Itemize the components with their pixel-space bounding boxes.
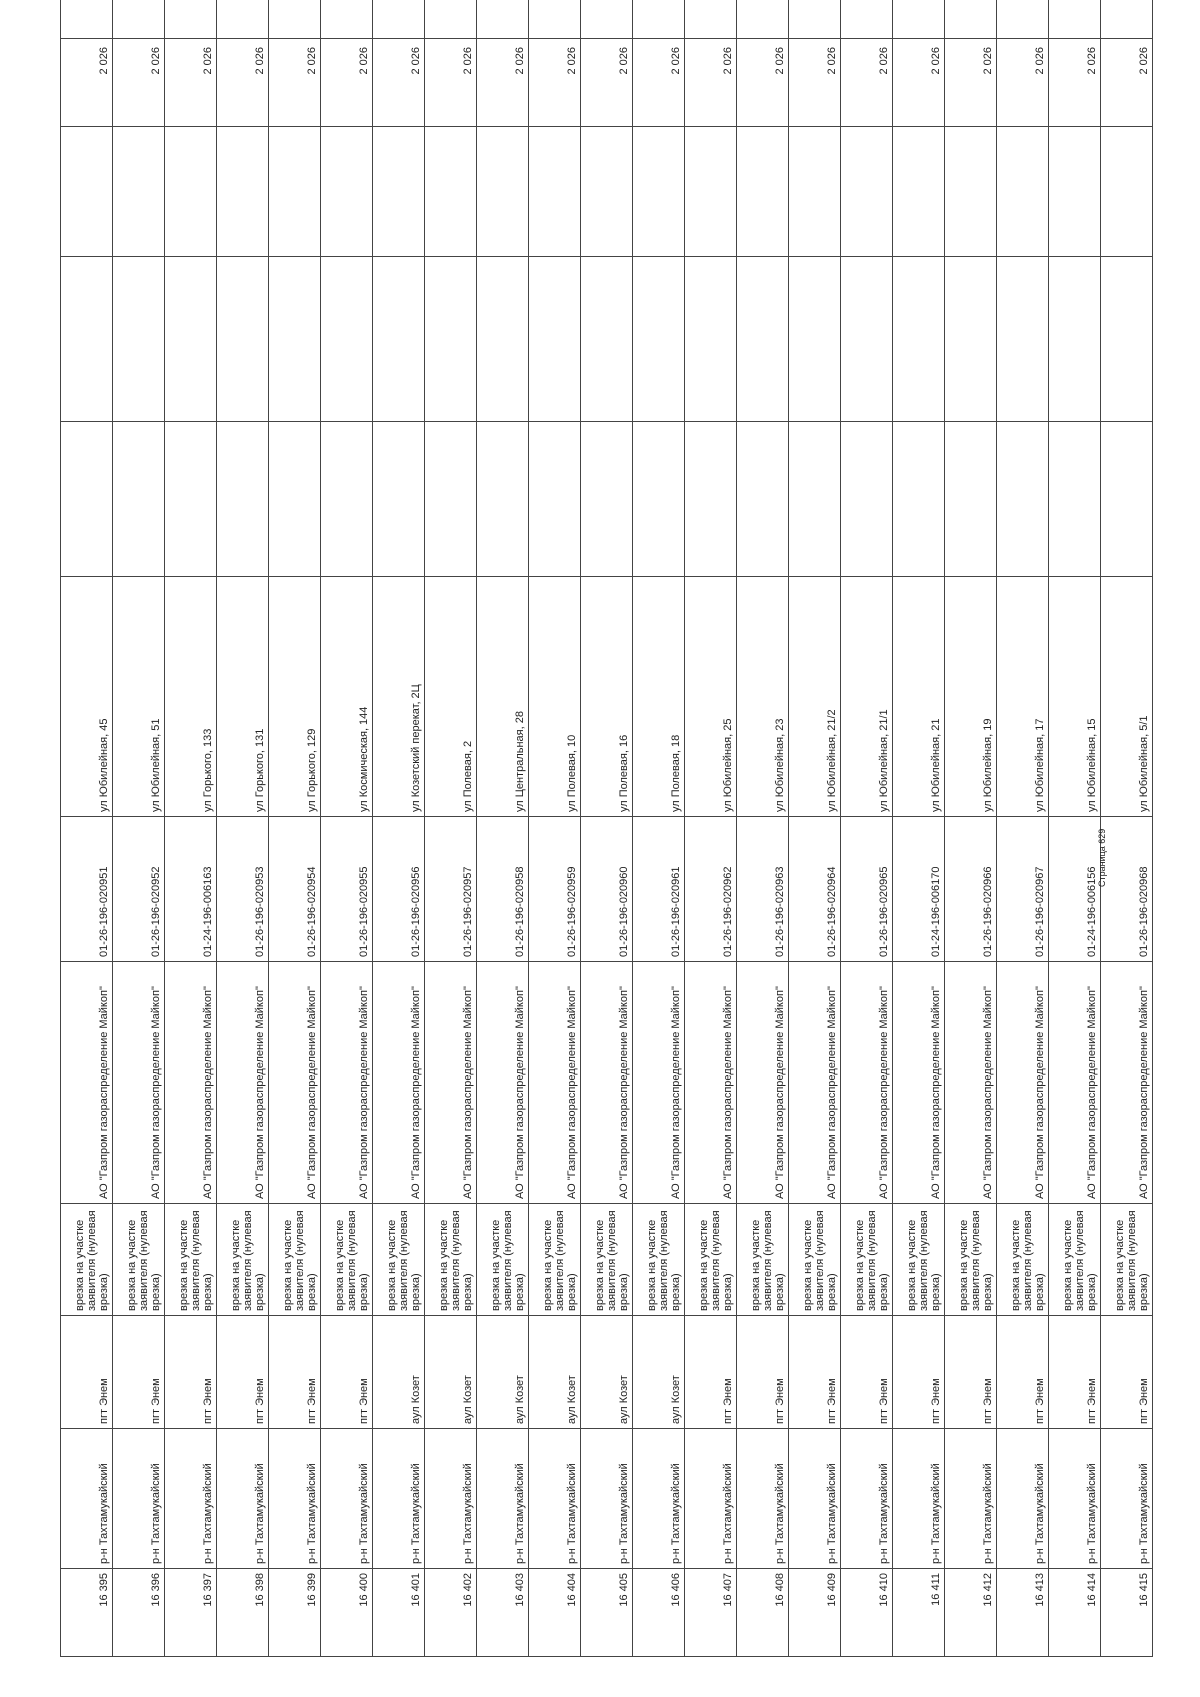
cell-empty bbox=[269, 422, 321, 577]
cell-work-type: врезка на участке заявителя (нулевая врезка) bbox=[321, 1204, 373, 1316]
cell-address: ул Юбилейная, 25 bbox=[685, 577, 737, 817]
cell-organization: АО "Газпром газораспределение Майкоп" bbox=[529, 962, 581, 1204]
cell-code: 01-26-196-020962 bbox=[685, 817, 737, 962]
cell-settlement: пгт Энем bbox=[685, 1316, 737, 1429]
table-row bbox=[1101, 0, 1153, 1657]
cell-organization: АО "Газпром газораспределение Майкоп" bbox=[789, 962, 841, 1204]
table-row bbox=[997, 0, 1049, 1657]
cell-district: р-н Тахтамукайский bbox=[113, 1429, 165, 1569]
cell-empty bbox=[425, 127, 477, 257]
cell-work-type: врезка на участке заявителя (нулевая врезка) bbox=[477, 1204, 529, 1316]
cell-month bbox=[61, 0, 113, 39]
cell-number: 16 415 bbox=[1101, 1569, 1153, 1657]
cell-organization: АО "Газпром газораспределение Майкоп" bbox=[581, 962, 633, 1204]
cell-organization: АО "Газпром газораспределение Майкоп" bbox=[1101, 962, 1153, 1204]
cell-number: 16 395 bbox=[61, 1569, 113, 1657]
cell-address: ул Полевая, 18 bbox=[633, 577, 685, 817]
cell-year: 2 026 bbox=[997, 39, 1049, 127]
cell-empty bbox=[529, 257, 581, 422]
cell-address: ул Центральная, 28 bbox=[477, 577, 529, 817]
cell-month bbox=[945, 0, 997, 39]
cell-district: р-н Тахтамукайский bbox=[165, 1429, 217, 1569]
cell-code: 01-26-196-020951 bbox=[61, 817, 113, 962]
cell-organization: АО "Газпром газораспределение Майкоп" bbox=[61, 962, 113, 1204]
cell-empty bbox=[1101, 422, 1153, 577]
cell-settlement: пгт Энем bbox=[113, 1316, 165, 1429]
cell-empty bbox=[581, 422, 633, 577]
cell-district: р-н Тахтамукайский bbox=[737, 1429, 789, 1569]
cell-code: 01-26-196-020953 bbox=[217, 817, 269, 962]
cell-number: 16 396 bbox=[113, 1569, 165, 1657]
cell-empty bbox=[841, 257, 893, 422]
cell-settlement: пгт Энем bbox=[61, 1316, 113, 1429]
cell-month bbox=[633, 0, 685, 39]
cell-empty bbox=[1049, 127, 1101, 257]
cell-empty bbox=[1101, 257, 1153, 422]
cell-address: ул Юбилейная, 21/1 bbox=[841, 577, 893, 817]
cell-district: р-н Тахтамукайский bbox=[789, 1429, 841, 1569]
cell-empty bbox=[997, 257, 1049, 422]
cell-number: 16 400 bbox=[321, 1569, 373, 1657]
cell-organization: АО "Газпром газораспределение Майкоп" bbox=[321, 962, 373, 1204]
cell-address: ул Полевая, 10 bbox=[529, 577, 581, 817]
cell-district: р-н Тахтамукайский bbox=[425, 1429, 477, 1569]
cell-district: р-н Тахтамукайский bbox=[997, 1429, 1049, 1569]
cell-district: р-н Тахтамукайский bbox=[529, 1429, 581, 1569]
cell-settlement: аул Козет bbox=[633, 1316, 685, 1429]
cell-address: ул Юбилейная, 17 bbox=[997, 577, 1049, 817]
cell-empty bbox=[321, 422, 373, 577]
cell-empty bbox=[477, 422, 529, 577]
cell-empty bbox=[789, 257, 841, 422]
cell-code: 01-26-196-020957 bbox=[425, 817, 477, 962]
cell-settlement: пгт Энем bbox=[165, 1316, 217, 1429]
cell-district: р-н Тахтамукайский bbox=[269, 1429, 321, 1569]
cell-code: 01-26-196-020961 bbox=[633, 817, 685, 962]
cell-year: 2 026 bbox=[321, 39, 373, 127]
cell-code: 01-26-196-020959 bbox=[529, 817, 581, 962]
cell-month bbox=[425, 0, 477, 39]
cell-empty bbox=[685, 422, 737, 577]
cell-empty bbox=[217, 127, 269, 257]
cell-settlement: пгт Энем bbox=[217, 1316, 269, 1429]
cell-settlement: пгт Энем bbox=[1101, 1316, 1153, 1429]
cell-work-type: врезка на участке заявителя (нулевая врезка) bbox=[737, 1204, 789, 1316]
cell-number: 16 410 bbox=[841, 1569, 893, 1657]
cell-year: 2 026 bbox=[425, 39, 477, 127]
cell-empty bbox=[841, 127, 893, 257]
cell-month bbox=[1049, 0, 1101, 39]
cell-address: ул Козетский перекат, 2Ц bbox=[373, 577, 425, 817]
cell-month bbox=[685, 0, 737, 39]
cell-work-type: врезка на участке заявителя (нулевая врезка) bbox=[685, 1204, 737, 1316]
cell-settlement: аул Козет bbox=[581, 1316, 633, 1429]
table-row bbox=[737, 0, 789, 1657]
cell-year: 2 026 bbox=[113, 39, 165, 127]
cell-empty bbox=[165, 257, 217, 422]
cell-district: р-н Тахтамукайский bbox=[61, 1429, 113, 1569]
cell-address: ул Юбилейная, 15 bbox=[1049, 577, 1101, 817]
cell-address: ул Юбилейная, 51 bbox=[113, 577, 165, 817]
table-row bbox=[581, 0, 633, 1657]
cell-code: 01-26-196-020965 bbox=[841, 817, 893, 962]
cell-settlement: пгт Энем bbox=[893, 1316, 945, 1429]
cell-year: 2 026 bbox=[893, 39, 945, 127]
cell-empty bbox=[269, 257, 321, 422]
cell-number: 16 397 bbox=[165, 1569, 217, 1657]
cell-settlement: аул Козет bbox=[529, 1316, 581, 1429]
cell-month bbox=[217, 0, 269, 39]
table-row bbox=[321, 0, 373, 1657]
cell-month bbox=[581, 0, 633, 39]
cell-address: ул Юбилейная, 19 bbox=[945, 577, 997, 817]
cell-code: 01-26-196-020956 bbox=[373, 817, 425, 962]
cell-year: 2 026 bbox=[373, 39, 425, 127]
cell-address: ул Космическая, 144 bbox=[321, 577, 373, 817]
cell-code: 01-26-196-020964 bbox=[789, 817, 841, 962]
cell-empty bbox=[217, 257, 269, 422]
cell-year: 2 026 bbox=[529, 39, 581, 127]
cell-organization: АО "Газпром газораспределение Майкоп" bbox=[945, 962, 997, 1204]
cell-work-type: врезка на участке заявителя (нулевая врезка) bbox=[581, 1204, 633, 1316]
cell-work-type: врезка на участке заявителя (нулевая врезка) bbox=[61, 1204, 113, 1316]
cell-address: ул Юбилейная, 5/1 bbox=[1101, 577, 1153, 817]
cell-settlement: пгт Энем bbox=[841, 1316, 893, 1429]
cell-work-type: врезка на участке заявителя (нулевая врезка) bbox=[997, 1204, 1049, 1316]
cell-number: 16 403 bbox=[477, 1569, 529, 1657]
cell-empty bbox=[425, 422, 477, 577]
cell-month bbox=[113, 0, 165, 39]
cell-work-type: врезка на участке заявителя (нулевая врезка) bbox=[113, 1204, 165, 1316]
cell-settlement: аул Козет bbox=[373, 1316, 425, 1429]
cell-number: 16 411 bbox=[893, 1569, 945, 1657]
cell-empty bbox=[269, 127, 321, 257]
cell-empty bbox=[321, 127, 373, 257]
cell-work-type: врезка на участке заявителя (нулевая врезка) bbox=[1101, 1204, 1153, 1316]
cell-empty bbox=[945, 422, 997, 577]
cell-settlement: аул Козет bbox=[477, 1316, 529, 1429]
cell-district: р-н Тахтамукайский bbox=[581, 1429, 633, 1569]
cell-work-type: врезка на участке заявителя (нулевая врезка) bbox=[789, 1204, 841, 1316]
cell-year: 2 026 bbox=[633, 39, 685, 127]
table-row bbox=[529, 0, 581, 1657]
cell-year: 2 026 bbox=[581, 39, 633, 127]
table-row bbox=[425, 0, 477, 1657]
cell-work-type: врезка на участке заявителя (нулевая врезка) bbox=[425, 1204, 477, 1316]
cell-number: 16 399 bbox=[269, 1569, 321, 1657]
cell-settlement: пгт Энем bbox=[737, 1316, 789, 1429]
cell-empty bbox=[529, 422, 581, 577]
cell-organization: АО "Газпром газораспределение Майкоп" bbox=[997, 962, 1049, 1204]
cell-year: 2 026 bbox=[217, 39, 269, 127]
cell-empty bbox=[633, 257, 685, 422]
table-row bbox=[217, 0, 269, 1657]
cell-organization: АО "Газпром газораспределение Майкоп" bbox=[425, 962, 477, 1204]
cell-address: ул Юбилейная, 21/2 bbox=[789, 577, 841, 817]
cell-empty bbox=[61, 257, 113, 422]
cell-empty bbox=[789, 127, 841, 257]
cell-month bbox=[841, 0, 893, 39]
cell-empty bbox=[373, 422, 425, 577]
page-number: Страница 629 bbox=[1097, 828, 1107, 887]
cell-empty bbox=[737, 422, 789, 577]
cell-empty bbox=[737, 257, 789, 422]
cell-empty bbox=[61, 422, 113, 577]
cell-empty bbox=[893, 422, 945, 577]
cell-work-type: врезка на участке заявителя (нулевая врезка) bbox=[269, 1204, 321, 1316]
cell-work-type: врезка на участке заявителя (нулевая врезка) bbox=[217, 1204, 269, 1316]
cell-organization: АО "Газпром газораспределение Майкоп" bbox=[737, 962, 789, 1204]
cell-empty bbox=[113, 257, 165, 422]
cell-month bbox=[1101, 0, 1153, 39]
cell-month bbox=[477, 0, 529, 39]
cell-number: 16 405 bbox=[581, 1569, 633, 1657]
cell-year: 2 026 bbox=[1101, 39, 1153, 127]
cell-district: р-н Тахтамукайский bbox=[1101, 1429, 1153, 1569]
cell-empty bbox=[737, 127, 789, 257]
cell-year: 2 026 bbox=[165, 39, 217, 127]
cell-district: р-н Тахтамукайский bbox=[217, 1429, 269, 1569]
cell-organization: АО "Газпром газораспределение Майкоп" bbox=[373, 962, 425, 1204]
cell-address: ул Юбилейная, 21 bbox=[893, 577, 945, 817]
cell-empty bbox=[529, 127, 581, 257]
cell-year: 2 026 bbox=[737, 39, 789, 127]
cell-organization: АО "Газпром газораспределение Майкоп" bbox=[165, 962, 217, 1204]
cell-address: ул Полевая, 2 bbox=[425, 577, 477, 817]
cell-empty bbox=[893, 257, 945, 422]
cell-district: р-н Тахтамукайский bbox=[633, 1429, 685, 1569]
cell-empty bbox=[1101, 127, 1153, 257]
cell-code: 01-26-196-020958 bbox=[477, 817, 529, 962]
cell-code: 01-24-196-006163 bbox=[165, 817, 217, 962]
cell-address: ул Горького, 129 bbox=[269, 577, 321, 817]
cell-number: 16 413 bbox=[997, 1569, 1049, 1657]
cell-code: 01-26-196-020963 bbox=[737, 817, 789, 962]
cell-organization: АО "Газпром газораспределение Майкоп" bbox=[841, 962, 893, 1204]
cell-code: 01-26-196-020966 bbox=[945, 817, 997, 962]
cell-month bbox=[373, 0, 425, 39]
cell-empty bbox=[893, 127, 945, 257]
cell-number: 16 407 bbox=[685, 1569, 737, 1657]
table-row bbox=[61, 0, 113, 1657]
cell-empty bbox=[841, 422, 893, 577]
cell-empty bbox=[581, 127, 633, 257]
cell-organization: АО "Газпром газораспределение Майкоп" bbox=[893, 962, 945, 1204]
cell-empty bbox=[633, 422, 685, 577]
cell-code: 01-24-196-006170 bbox=[893, 817, 945, 962]
cell-address: ул Юбилейная, 45 bbox=[61, 577, 113, 817]
cell-year: 2 026 bbox=[945, 39, 997, 127]
cell-work-type: врезка на участке заявителя (нулевая врезка) bbox=[633, 1204, 685, 1316]
cell-organization: АО "Газпром газораспределение Майкоп" bbox=[1049, 962, 1101, 1204]
cell-empty bbox=[165, 127, 217, 257]
cell-district: р-н Тахтамукайский bbox=[321, 1429, 373, 1569]
cell-work-type: врезка на участке заявителя (нулевая врезка) bbox=[893, 1204, 945, 1316]
table-row bbox=[477, 0, 529, 1657]
cell-code: 01-24-196-006156 bbox=[1049, 817, 1101, 962]
cell-organization: АО "Газпром газораспределение Майкоп" bbox=[269, 962, 321, 1204]
cell-settlement: пгт Энем bbox=[321, 1316, 373, 1429]
cell-number: 16 412 bbox=[945, 1569, 997, 1657]
cell-empty bbox=[477, 257, 529, 422]
cell-settlement: пгт Энем bbox=[945, 1316, 997, 1429]
cell-number: 16 398 bbox=[217, 1569, 269, 1657]
cell-empty bbox=[113, 127, 165, 257]
table-body bbox=[61, 0, 1153, 1657]
cell-number: 16 401 bbox=[373, 1569, 425, 1657]
cell-empty bbox=[685, 257, 737, 422]
cell-year: 2 026 bbox=[685, 39, 737, 127]
table-row bbox=[1049, 0, 1101, 1657]
cell-code: 01-26-196-020968 bbox=[1101, 817, 1153, 962]
cell-code: 01-26-196-020967 bbox=[997, 817, 1049, 962]
cell-organization: АО "Газпром газораспределение Майкоп" bbox=[113, 962, 165, 1204]
cell-empty bbox=[321, 257, 373, 422]
table-row bbox=[269, 0, 321, 1657]
table-row bbox=[893, 0, 945, 1657]
table-row bbox=[685, 0, 737, 1657]
cell-organization: АО "Газпром газораспределение Майкоп" bbox=[633, 962, 685, 1204]
cell-number: 16 408 bbox=[737, 1569, 789, 1657]
cell-month bbox=[165, 0, 217, 39]
table-row bbox=[373, 0, 425, 1657]
cell-empty bbox=[373, 257, 425, 422]
cell-empty bbox=[581, 257, 633, 422]
cell-district: р-н Тахтамукайский bbox=[685, 1429, 737, 1569]
cell-empty bbox=[61, 127, 113, 257]
cell-settlement: пгт Энем bbox=[1049, 1316, 1101, 1429]
table-row bbox=[841, 0, 893, 1657]
cell-code: 01-26-196-020954 bbox=[269, 817, 321, 962]
table-row bbox=[113, 0, 165, 1657]
cell-district: р-н Тахтамукайский bbox=[1049, 1429, 1101, 1569]
cell-month bbox=[789, 0, 841, 39]
cell-empty bbox=[945, 127, 997, 257]
cell-address: ул Полевая, 16 bbox=[581, 577, 633, 817]
cell-work-type: врезка на участке заявителя (нулевая врезка) bbox=[841, 1204, 893, 1316]
cell-empty bbox=[1049, 257, 1101, 422]
cell-empty bbox=[165, 422, 217, 577]
cell-empty bbox=[425, 257, 477, 422]
cell-empty bbox=[477, 127, 529, 257]
cell-month bbox=[893, 0, 945, 39]
rotated-page bbox=[60, 47, 1150, 1657]
cell-work-type: врезка на участке заявителя (нулевая врезка) bbox=[165, 1204, 217, 1316]
table-row bbox=[789, 0, 841, 1657]
cell-number: 16 414 bbox=[1049, 1569, 1101, 1657]
cell-address: ул Юбилейная, 23 bbox=[737, 577, 789, 817]
cell-empty bbox=[373, 127, 425, 257]
cell-organization: АО "Газпром газораспределение Майкоп" bbox=[685, 962, 737, 1204]
cell-empty bbox=[1049, 422, 1101, 577]
cell-empty bbox=[217, 422, 269, 577]
cell-empty bbox=[997, 422, 1049, 577]
cell-settlement: аул Козет bbox=[425, 1316, 477, 1429]
cell-organization: АО "Газпром газораспределение Майкоп" bbox=[477, 962, 529, 1204]
cell-district: р-н Тахтамукайский bbox=[841, 1429, 893, 1569]
cell-settlement: пгт Энем bbox=[997, 1316, 1049, 1429]
cell-empty bbox=[685, 127, 737, 257]
cell-empty bbox=[113, 422, 165, 577]
cell-district: р-н Тахтамукайский bbox=[477, 1429, 529, 1569]
cell-address: ул Горького, 133 bbox=[165, 577, 217, 817]
table-row bbox=[165, 0, 217, 1657]
cell-code: 01-26-196-020960 bbox=[581, 817, 633, 962]
cell-district: р-н Тахтамукайский bbox=[945, 1429, 997, 1569]
cell-month bbox=[737, 0, 789, 39]
data-table bbox=[60, 0, 1153, 1657]
cell-month bbox=[321, 0, 373, 39]
cell-number: 16 406 bbox=[633, 1569, 685, 1657]
cell-number: 16 402 bbox=[425, 1569, 477, 1657]
cell-year: 2 026 bbox=[269, 39, 321, 127]
cell-settlement: пгт Энем bbox=[789, 1316, 841, 1429]
cell-number: 16 404 bbox=[529, 1569, 581, 1657]
table-row bbox=[945, 0, 997, 1657]
cell-empty bbox=[633, 127, 685, 257]
cell-month bbox=[997, 0, 1049, 39]
table-row bbox=[633, 0, 685, 1657]
cell-empty bbox=[945, 257, 997, 422]
cell-district: р-н Тахтамукайский bbox=[373, 1429, 425, 1569]
cell-work-type: врезка на участке заявителя (нулевая врезка) bbox=[529, 1204, 581, 1316]
cell-settlement: пгт Энем bbox=[269, 1316, 321, 1429]
cell-address: ул Горького, 131 bbox=[217, 577, 269, 817]
cell-district: р-н Тахтамукайский bbox=[893, 1429, 945, 1569]
cell-year: 2 026 bbox=[841, 39, 893, 127]
cell-code: 01-26-196-020952 bbox=[113, 817, 165, 962]
cell-year: 2 026 bbox=[1049, 39, 1101, 127]
cell-code: 01-26-196-020955 bbox=[321, 817, 373, 962]
cell-month bbox=[529, 0, 581, 39]
cell-number: 16 409 bbox=[789, 1569, 841, 1657]
cell-year: 2 026 bbox=[61, 39, 113, 127]
cell-empty bbox=[997, 127, 1049, 257]
cell-work-type: врезка на участке заявителя (нулевая врезка) bbox=[945, 1204, 997, 1316]
cell-year: 2 026 bbox=[789, 39, 841, 127]
cell-work-type: врезка на участке заявителя (нулевая врезка) bbox=[373, 1204, 425, 1316]
cell-month bbox=[269, 0, 321, 39]
cell-organization: АО "Газпром газораспределение Майкоп" bbox=[217, 962, 269, 1204]
cell-work-type: врезка на участке заявителя (нулевая врезка) bbox=[1049, 1204, 1101, 1316]
cell-year: 2 026 bbox=[477, 39, 529, 127]
cell-empty bbox=[789, 422, 841, 577]
